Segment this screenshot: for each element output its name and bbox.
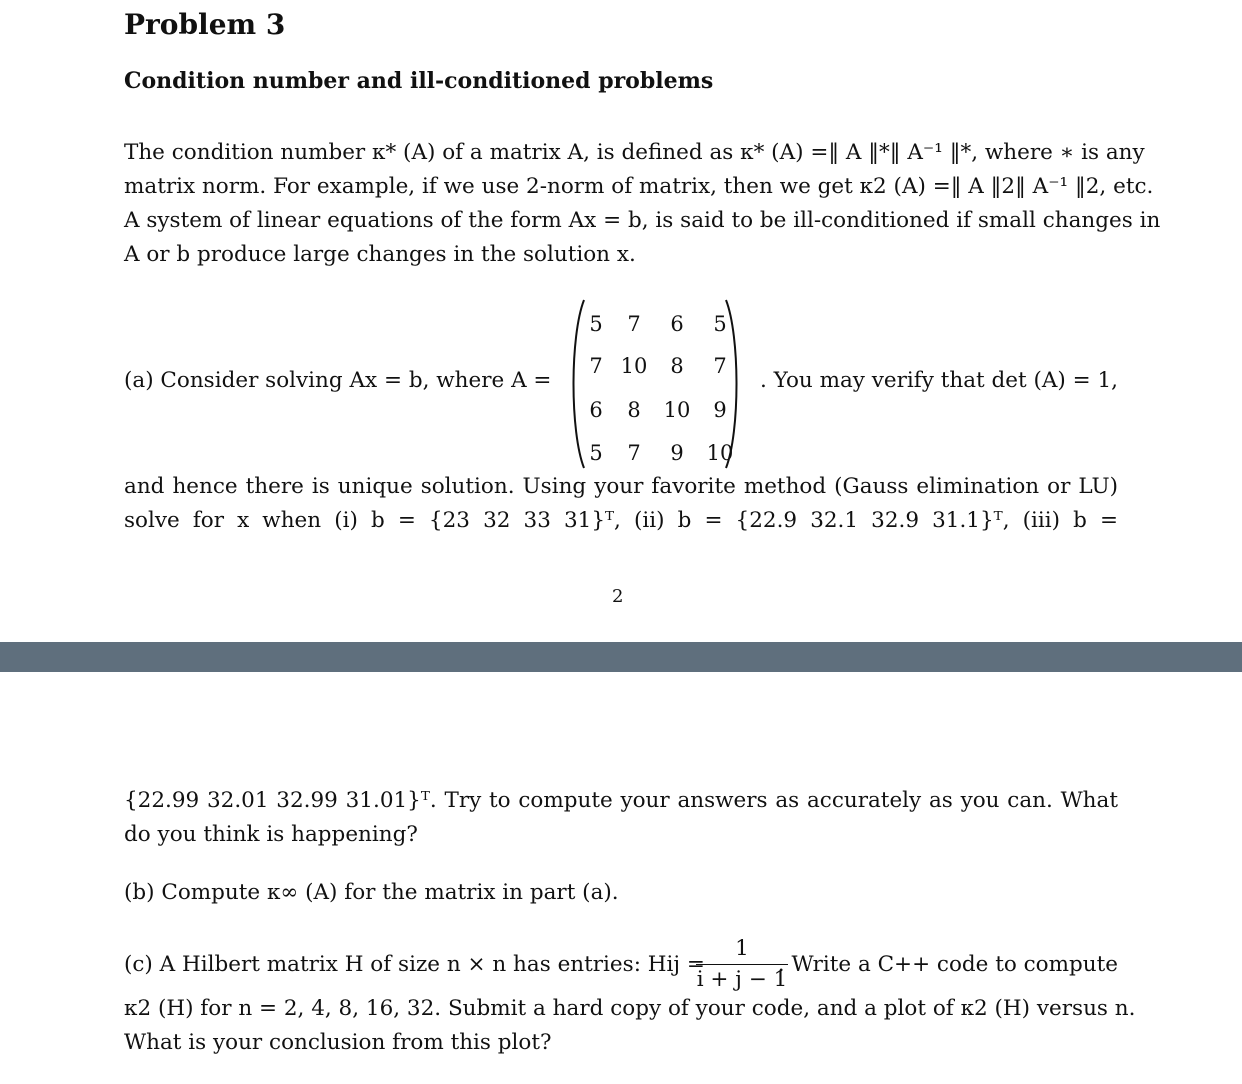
part-c-pre: (c) A Hilbert matrix H of size n × n has entries: Hij =: [124, 952, 705, 977]
problem-title: Problem 3: [124, 8, 286, 41]
part-a-continuation: [124, 470, 1118, 538]
part-a-lead: (a) Consider solving Ax = b, where A =: [124, 368, 552, 393]
fraction-numerator: 1: [735, 936, 749, 961]
part-c: [124, 936, 1136, 1055]
part-a-line: {22.99 32.01 32.99 31.01}ᵀ. Try to compute your answers as accurately as you can. What: [124, 788, 1118, 813]
matrix-cell: 7: [713, 354, 727, 378]
page-number: 2: [612, 586, 624, 607]
part-c-line: κ2 (H) for n = 2, 4, 8, 16, 32. Submit a hard copy of your code, and a plot of κ2 (H) versus n.: [124, 996, 1136, 1021]
part-c-body: [124, 992, 1136, 1060]
matrix-cell: 7: [627, 441, 641, 465]
intro-line: The condition number κ* (A) of a matrix A, is defined as κ* (A) =‖ A ‖*‖ A⁻¹ ‖*, where ∗ is any: [124, 140, 1145, 165]
matrix-cell: 5: [589, 312, 603, 336]
intro-line: A or b produce large changes in the solution x.: [124, 242, 636, 267]
part-a-line: and hence there is unique solution. Using your favorite method (Gauss elimination or LU): [124, 474, 1118, 499]
intro-line: matrix norm. For example, if we use 2-norm of matrix, then we get κ2 (A) =‖ A ‖2‖ A⁻¹ ‖2, etc.: [124, 174, 1154, 199]
matrix-a: [568, 296, 742, 472]
part-a-line: do you think is happening?: [124, 822, 418, 847]
matrix-cell: 9: [670, 441, 684, 465]
matrix-cell: 10: [706, 441, 734, 465]
part-a-line: solve for x when (i) b = {23 32 33 31}ᵀ, (ii) b = {22.9 32.1 32.9 31.1}ᵀ, (iii) b =: [124, 508, 1118, 533]
matrix-cell: 8: [670, 354, 684, 378]
fraction-bar: [696, 964, 788, 965]
intro-line: A system of linear equations of the form Ax = b, is said to be ill-conditioned if small changes in: [124, 208, 1161, 233]
part-a-trail: . You may verify that det (A) = 1,: [759, 368, 1118, 393]
matrix-cell: 10: [620, 354, 648, 378]
page-separator: [0, 642, 1242, 672]
intro-paragraph: [124, 136, 1161, 272]
part-c-first-row: [124, 936, 1118, 996]
matrix-cell: 5: [713, 312, 727, 336]
matrix-cell: 5: [589, 441, 603, 465]
matrix-cell: 6: [670, 312, 684, 336]
matrix-cell: 7: [589, 354, 603, 378]
fraction-denominator: i + j − 1: [696, 967, 788, 992]
part-a-cont-page2: [124, 784, 1118, 852]
part-a: [124, 296, 1118, 476]
matrix-cell: 8: [627, 398, 641, 422]
matrix-cell: 9: [713, 398, 727, 422]
matrix-cell: 7: [627, 312, 641, 336]
part-c-line: What is your conclusion from this plot?: [124, 1030, 552, 1055]
section-title: Condition number and ill-conditioned problems: [124, 68, 714, 94]
part-b: (b) Compute κ∞ (A) for the matrix in part (a).: [124, 880, 619, 905]
matrix-cell: 10: [663, 398, 691, 422]
matrix-cell: 6: [589, 398, 603, 422]
part-c-post: . Write a C++ code to compute: [777, 952, 1118, 977]
